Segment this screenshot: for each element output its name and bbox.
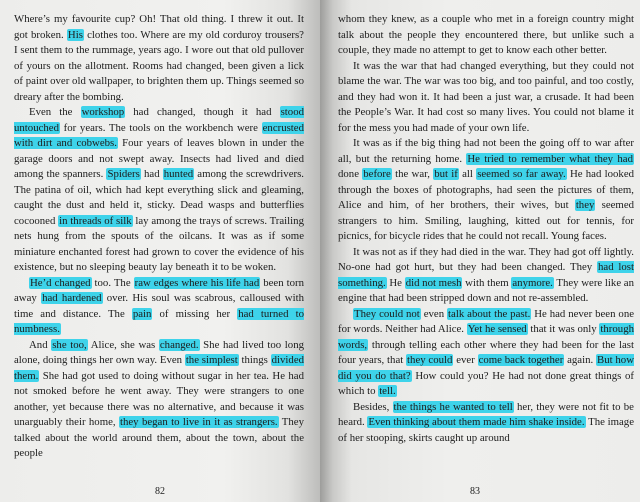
text-run: clothes too. Where are my old corduroy trousers? I sent them to the rummage, years ago. I wore out that old pullover of yours on the allotment. Rooms had changed, been given a lick of paint over old wallpaper, to brighten them up. Things seemed so dreary after the bombing. [14, 28, 304, 103]
highlighted-text: Even thinking about them made him shake inside. [368, 416, 585, 428]
text-run: all [458, 168, 477, 180]
highlighted-text: anymore. [512, 276, 553, 289]
paragraph [14, 338, 304, 462]
text-run: How could you? He had not done great things of which to [338, 369, 635, 397]
text-run: through telling each other where they had been for the last four years, that [338, 338, 634, 366]
highlighted-text: the things he wanted to tell [393, 400, 513, 413]
text-run: that it was only [527, 323, 600, 335]
highlighted-text: stood untouched [14, 106, 304, 134]
paragraph [338, 307, 634, 400]
highlighted-text: talk about the past. [448, 307, 531, 320]
text-run: Even the [29, 106, 81, 118]
highlighted-text: But how did you do that? [338, 354, 634, 382]
highlighted-text: the simplest [185, 354, 238, 366]
highlighted-text: pain [132, 307, 152, 320]
highlighted-text: they [575, 199, 595, 211]
text-run: He [386, 276, 405, 289]
text-run: She had got used to doing without sugar in her tea. He had not smoked before he went away. They were strangers to one another, yet because there was no alternative, and because it was unarguably their home, [14, 369, 304, 428]
highlighted-text: through words, [338, 323, 634, 351]
text-run: It was as if the big thing had not been the going off to war after all, but the returning home. [338, 137, 634, 165]
highlighted-text: divided them. [14, 354, 305, 382]
text-run: He had looked through the boxes of photographs, had seen the pictures of them, Alice and him, of her brothers, their wives, but [338, 168, 635, 211]
text-run: with them [462, 276, 512, 289]
paragraph [14, 12, 304, 105]
text-run: It was not as if they had died in the war. They had got off lightly. No-one had got hurt, but they had been changed. They [338, 245, 634, 273]
text-run: The image of her stooping, skirts caught up around [338, 416, 634, 444]
text-run: of missing her [152, 307, 238, 320]
highlighted-text: tell. [379, 385, 396, 397]
highlighted-text: they began to live in it as strangers. [119, 416, 278, 428]
paragraph [338, 400, 634, 447]
paragraph [338, 245, 634, 307]
left-page-number: 82 [155, 486, 165, 497]
text-run: They talked about the world around them, about the town, about the people [14, 416, 304, 459]
highlighted-text: had hardened [42, 292, 102, 304]
text-run: done [338, 168, 363, 180]
right-page [320, 0, 640, 502]
text-run: over. His soul was scabrous, calloused with time and distance. The [14, 292, 304, 320]
text-run: Alice, she was [87, 338, 159, 351]
highlighted-text: they could [407, 354, 453, 366]
highlighted-text: Yet he sensed [467, 323, 527, 335]
paragraph [14, 105, 304, 276]
highlighted-text: in threads of silk [59, 214, 132, 227]
highlighted-text: come back together [478, 354, 564, 366]
text-run: She had lived too long alone, doing things her own way. Even [14, 338, 304, 366]
text-run: And [29, 338, 52, 351]
text-run: It was the war that had changed everything, but they could not blame the war. The war was too big, and too painful, and too costly, and they had won it. It had been a just war, a crusade. It had been the People’s War. It had cost so many lives. You could not blame it for the mess you had made of your own life. [338, 59, 634, 134]
highlighted-text: He’d changed [30, 276, 91, 289]
highlighted-text: had turned to numbness. [14, 307, 304, 335]
text-run: too. The [91, 276, 134, 289]
text-run: the war, [391, 168, 434, 180]
text-run: Four years of leaves blown in under the garage doors and not swept away. Insects had lived and died among the spanners. [14, 137, 304, 180]
paragraph [338, 136, 634, 245]
right-page-body [338, 12, 634, 446]
text-run: ever [453, 354, 478, 366]
right-page-number: 83 [470, 486, 480, 497]
highlighted-text: before [363, 168, 391, 180]
paragraph [338, 12, 634, 59]
paragraph [338, 59, 634, 137]
highlighted-text: They could not [354, 307, 420, 320]
text-run: Where’s my favourite cup? Oh! That old thing. I threw it out. It got broken. [14, 13, 304, 41]
highlighted-text: hunted [163, 168, 194, 180]
text-run: whom they knew, as a couple who met in a foreign country might talk about the people they encountered there, but unlike such a couple, they made no attempt to get to know each other better. [338, 13, 634, 56]
highlighted-text: Spiders [107, 168, 140, 180]
text-run: again. [564, 354, 596, 366]
highlighted-text: workshop [81, 106, 125, 118]
text-run: Besides, [353, 400, 393, 413]
highlighted-text: He tried to remember what they had [467, 152, 633, 165]
highlighted-text: did not mesh [405, 276, 462, 289]
text-run: He had never been one for words. Neither had Alice. [338, 307, 635, 335]
highlighted-text: encrusted with dirt and cobwebs. [14, 121, 304, 149]
text-run: among the screwdrivers. The patina of oil, which had kept everything slick and gleaming, caught the dust and held it, sticky. Dead wasps and butterflies cocooned [14, 168, 304, 227]
paragraph [14, 276, 304, 338]
highlighted-text: His [67, 28, 83, 41]
highlighted-text: but if [434, 168, 458, 180]
highlighted-text: she too, [52, 338, 87, 351]
text-run: had changed, though it had [125, 106, 280, 118]
highlighted-text: raw edges where his life had [134, 276, 260, 289]
highlighted-text: changed. [159, 338, 199, 351]
highlighted-text: had lost something. [338, 261, 635, 289]
left-page-body [14, 12, 304, 462]
text-run: been torn away [14, 276, 304, 304]
text-run: for years. The tools on the workbench were [59, 121, 262, 134]
text-run: seemed strangers to him. Smiling, laughing, kitted out for tennis, for picnics, for bicycle rides that he could not recall. Young faces. [338, 199, 635, 242]
text-run: her, they were not fit to be heard. [338, 400, 634, 428]
text-run: things [238, 354, 271, 366]
text-run: They were like an engine that had been stripped down and not re-assembled. [338, 276, 635, 304]
text-run: had [140, 168, 163, 180]
highlighted-text: seemed so far away. [477, 168, 566, 180]
text-run: even [420, 307, 448, 320]
text-run: lay among the trays of screws. Trailing nets hung from the spouts of the oilcans. It was as if some miniature enchanted forest had grown to cover the evidence of his existence, but no sleeping beauty lay beneath it to be woken. [14, 214, 304, 273]
